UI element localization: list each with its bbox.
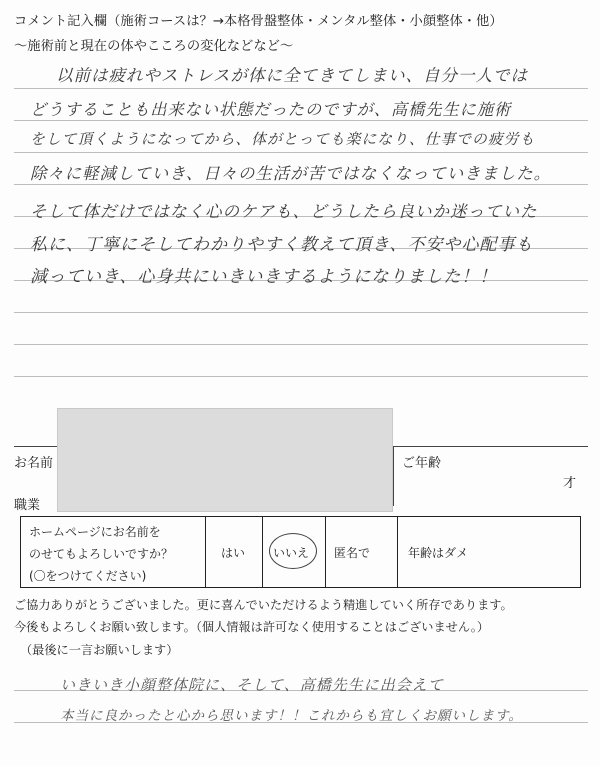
age-label: ご年齢: [402, 456, 442, 471]
ruled-line: [14, 184, 588, 185]
handwritten-final-comment-line: いきいき小顔整体院に、そして、高橋先生に出会えて: [60, 676, 444, 694]
ruled-line: [14, 344, 588, 345]
age-unit: 才: [563, 476, 577, 491]
handwritten-comment-line: 以前は疲れやストレスが体に全てきてしまい、自分一人では: [56, 66, 529, 85]
thanks-line1: ご協力ありがとうございました。更に喜んでいただけるよう精進していく所存であります。: [14, 598, 513, 612]
option-yes-cell[interactable]: [206, 517, 263, 587]
option-anonymous-cell[interactable]: [326, 517, 398, 587]
handwritten-comment-line: 私に、丁寧にそしてわかりやすく教えて頂き、不安や心配事も: [30, 235, 534, 255]
option-anonymous-label: 匿名で: [334, 546, 371, 560]
handwritten-comment-line: どうすることも出来ない状態だったのですが、高橋先生に施術: [30, 100, 512, 119]
option-no-label: いいえ: [273, 546, 310, 560]
ruled-line: [14, 312, 588, 313]
consent-question-line1: ホームページにお名前を: [29, 525, 161, 539]
handwritten-comment-line: 除々に軽減していき、日々の生活が苦ではなくなっていきました。: [30, 164, 552, 183]
handwritten-comment-line: をして頂くようになってから、体がとっても楽になり、仕事での疲労も: [30, 131, 536, 148]
header-title: コメント記入欄（施術コースは？→本格骨盤整体・メンタル整体・小顔整体・他）: [14, 14, 503, 29]
final-comment-prompt: （最後に一言お願いします）: [20, 643, 179, 657]
option-no-age-label: 年齢はダメ: [408, 546, 469, 560]
option-no-age-cell[interactable]: [398, 517, 580, 587]
hand-drawn-circle-selection: [269, 533, 317, 569]
ruled-line: [14, 88, 588, 89]
handwritten-final-comment-line: 本当に良かったと心から思います！！これからも宜しくお願いします。: [60, 708, 523, 724]
ruled-line: [14, 152, 588, 153]
redacted-personal-info: [57, 408, 393, 512]
consent-question-line2: のせてもよろしいですか？: [29, 547, 174, 561]
header-subtitle: 〜施術前と現在の体やこころの変化などなど〜: [14, 39, 294, 54]
job-label: 職業: [14, 498, 41, 513]
thanks-line2: 今後もよろしくお願い致します。（個人情報は許可なく使用することはございません。）: [14, 620, 490, 634]
ruled-line: [14, 376, 588, 377]
option-yes-label: はい: [221, 546, 246, 560]
ruled-line: [14, 120, 588, 121]
consent-question-line3: (〇をつけてください): [29, 569, 147, 583]
handwritten-comment-line: そして体だけではなく心のケアも、どうしたら良いか迷っていた: [30, 202, 538, 221]
name-age-divider: [393, 446, 394, 506]
consent-question-cell: [21, 517, 206, 587]
handwritten-comment-line: 減っていき、心身共にいきいきするようになりました！！: [30, 267, 498, 287]
name-label: お名前: [14, 456, 54, 471]
